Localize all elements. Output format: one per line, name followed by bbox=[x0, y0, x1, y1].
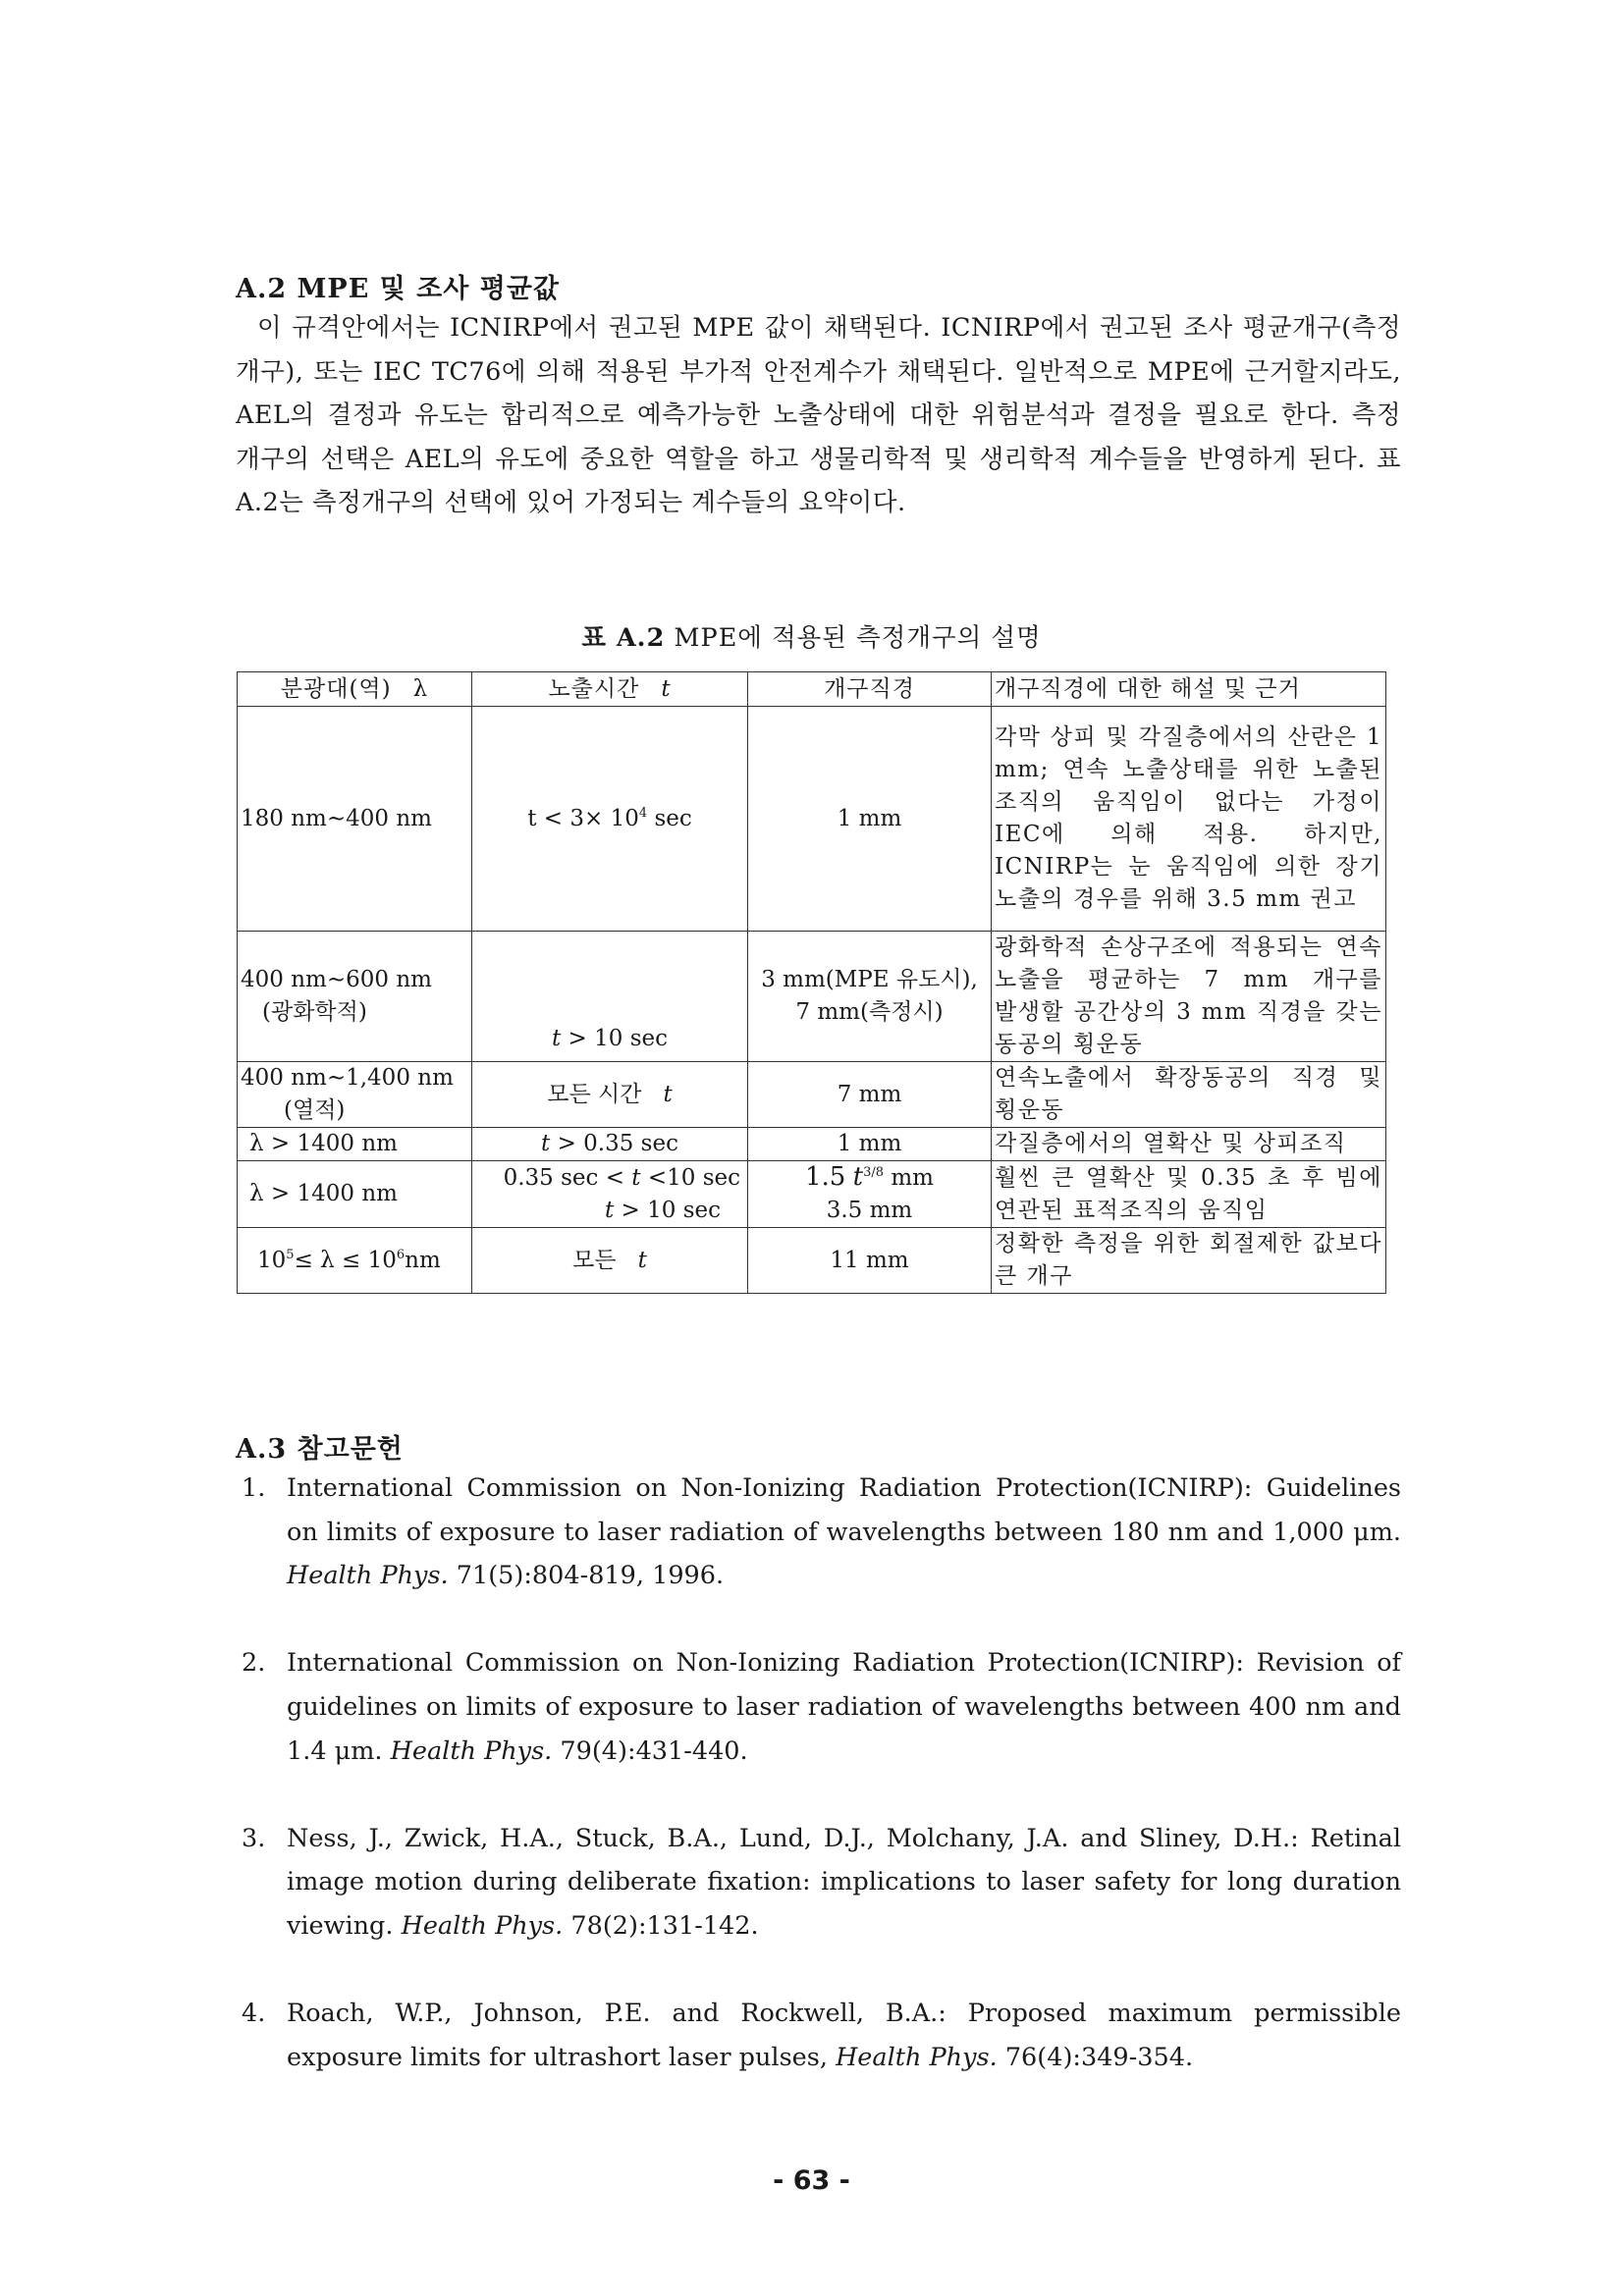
exposure-var: t bbox=[551, 1026, 562, 1051]
section-heading-a2: A.2 MPE 및 조사 평균값 bbox=[236, 274, 560, 304]
cell-wavelength: 180 nm∼400 nm bbox=[238, 707, 472, 932]
cell-exposure bbox=[472, 1062, 748, 1128]
aperture-line: 3.5 mm bbox=[826, 1198, 913, 1223]
aperture-line bbox=[751, 1161, 988, 1195]
wavelength-part: nm bbox=[405, 1247, 441, 1273]
aperture-unit: mm bbox=[891, 1165, 934, 1191]
aperture-var: t bbox=[852, 1162, 864, 1192]
header-wavelength-label: 분광대(역) bbox=[280, 675, 392, 702]
aperture-line: 7 mm(측정시) bbox=[795, 999, 944, 1025]
cell-note: 정확한 측정을 위한 회절제한 값보다 큰 개구 bbox=[992, 1228, 1386, 1294]
cell-note: 각질층에서의 열확산 및 상피조직 bbox=[992, 1128, 1386, 1161]
wavelength-sub: (광화학적) bbox=[262, 999, 367, 1025]
exposure-var: t bbox=[631, 1164, 641, 1191]
cell-aperture: 7 mm bbox=[748, 1062, 992, 1128]
wavelength-line: 400 nm∼1,400 nm bbox=[241, 1065, 454, 1091]
reference-number: 4. bbox=[242, 1999, 266, 2029]
header-exposure-label: 노출시간 bbox=[548, 675, 640, 702]
list-item bbox=[242, 1467, 1401, 1598]
exposure-var: t bbox=[604, 1197, 615, 1223]
header-aperture: 개구직경 bbox=[748, 672, 992, 707]
exposure-prefix: t < 3× 10 bbox=[527, 805, 639, 831]
reference-journal: Health Phys. bbox=[401, 1910, 564, 1941]
cell-wavelength: λ > 1400 nm bbox=[238, 1161, 472, 1228]
cell-wavelength bbox=[238, 1062, 472, 1128]
exposure-text: > 10 sec bbox=[621, 1197, 721, 1223]
reference-number: 2. bbox=[242, 1648, 266, 1679]
table-header-row bbox=[238, 672, 1386, 707]
table-caption-label: 표 A.2 bbox=[581, 623, 666, 653]
cell-exposure bbox=[472, 707, 748, 932]
reference-citation: 79(4):431-440. bbox=[560, 1735, 748, 1766]
reference-journal: Health Phys. bbox=[390, 1735, 553, 1766]
table-row bbox=[238, 932, 1386, 1062]
header-wavelength-symbol: λ bbox=[412, 675, 429, 702]
table-row bbox=[238, 1228, 1386, 1294]
header-exposure-symbol: t bbox=[661, 675, 672, 702]
exposure-exponent: 4 bbox=[638, 805, 648, 821]
reference-text: Roach, W.P., Johnson, P.E. and Rockwell, B.A.: Proposed maximum permissible exposure limits for ultrashort laser pulses, bbox=[287, 1999, 1401, 2072]
wavelength-sub: (열적) bbox=[284, 1097, 346, 1123]
wavelength-exponent: 5 bbox=[286, 1247, 295, 1262]
reference-journal: Health Phys. bbox=[287, 1561, 449, 1591]
exposure-suffix: sec bbox=[654, 805, 692, 831]
section-heading-a3: A.3 참고문헌 bbox=[236, 1434, 404, 1465]
aperture-exponent: 3/8 bbox=[863, 1165, 885, 1180]
page-number: - 63 - bbox=[773, 2165, 850, 2196]
table-caption-text: MPE에 적용된 측정개구의 설명 bbox=[674, 623, 1042, 653]
header-wavelength bbox=[238, 672, 472, 707]
reference-number: 3. bbox=[242, 1823, 266, 1853]
table-row bbox=[238, 1128, 1386, 1161]
exposure-text: 모든 bbox=[572, 1247, 617, 1273]
aperture-table bbox=[237, 671, 1386, 1294]
cell-wavelength bbox=[238, 932, 472, 1062]
reference-text: International Commission on Non-Ionizing Radiation Protection(ICNIRP): Revision of guidelines on limits of exposure to laser radiation of wavelengths between 400 nm and 1.4 μm. bbox=[287, 1648, 1401, 1766]
list-item bbox=[242, 1641, 1401, 1773]
cell-exposure bbox=[472, 1161, 748, 1228]
exposure-line bbox=[475, 1162, 744, 1195]
intro-paragraph: 이 규격안에서는 ICNIRP에서 권고된 MPE 값이 채택된다. ICNIRP에서 권고된 조사 평균개구(측정 개구), 또는 IEC TC76에 의해 적용된 부가적 안전계수가 채택된다. 일반적으로 MPE에 근거할지라도, AEL의 결정과 유도는 합리적으로 예측가능한 노출상태에 대한 위험분석과 결정을 필요로 한다. 측정 개구의 선택은 AEL의 유도에 중요한 역할을 하고 생물리학적 및 생리학적 계수들을 반영하게 된다. 표 A.2는 측정개구의 선택에 있어 가정되는 계수들의 요약이다. bbox=[236, 313, 1401, 518]
aperture-coef: 1.5 bbox=[805, 1162, 846, 1192]
exposure-text: 모든 시간 bbox=[547, 1081, 642, 1107]
exposure-var: t bbox=[637, 1247, 647, 1273]
cell-aperture: 11 mm bbox=[748, 1228, 992, 1294]
list-item bbox=[242, 1817, 1401, 1949]
aperture-line: 3 mm(MPE 유도시), bbox=[761, 967, 978, 992]
wavelength-part: 10 bbox=[257, 1247, 287, 1273]
reference-citation: 78(2):131-142. bbox=[570, 1910, 759, 1941]
reference-citation: 76(4):349-354. bbox=[1004, 2042, 1194, 2072]
cell-aperture: 1 mm bbox=[748, 707, 992, 932]
table-caption bbox=[0, 618, 1623, 654]
exposure-text: <10 sec bbox=[647, 1164, 740, 1191]
reference-number: 1. bbox=[242, 1473, 266, 1503]
wavelength-exponent: 6 bbox=[396, 1247, 406, 1262]
exposure-text: > 0.35 sec bbox=[557, 1131, 678, 1156]
reference-journal: Health Phys. bbox=[836, 2042, 998, 2072]
header-exposure bbox=[472, 672, 748, 707]
reference-list bbox=[242, 1467, 1401, 2123]
cell-note: 각막 상피 및 각질층에서의 산란은 1 mm; 연속 노출상태를 위한 노출된 조직의 움직임이 없다는 가정이 IEC에 의해 적용. 하지만, ICNIRP는 눈 움직임에 의한 장기 노출의 경우를 위해 3.5 mm 권고 bbox=[992, 707, 1386, 932]
table-row bbox=[238, 1161, 1386, 1228]
reference-text: International Commission on Non-Ionizing Radiation Protection(ICNIRP): Guidelines on limits of exposure to laser radiation of wavelengths between 180 nm and 1,000 μm. bbox=[287, 1473, 1401, 1547]
cell-wavelength bbox=[238, 1228, 472, 1294]
cell-wavelength: λ > 1400 nm bbox=[238, 1128, 472, 1161]
table-row bbox=[238, 1062, 1386, 1128]
cell-aperture: 1 mm bbox=[748, 1128, 992, 1161]
cell-exposure bbox=[472, 1228, 748, 1294]
exposure-var: t bbox=[541, 1131, 551, 1156]
cell-note: 훨씬 큰 열확산 및 0.35 초 후 빔에 연관된 표적조직의 움직임 bbox=[992, 1161, 1386, 1228]
exposure-line bbox=[475, 1195, 744, 1227]
cell-exposure bbox=[472, 932, 748, 1062]
list-item bbox=[242, 1992, 1401, 2079]
exposure-text: 0.35 sec < bbox=[503, 1164, 624, 1191]
cell-note: 광화학적 손상구조에 적용되는 연속 노출을 평균하는 7 mm 개구를 발생할 공간상의 3 mm 직경을 갖는 동공의 횡운동 bbox=[992, 932, 1386, 1062]
exposure-text: > 10 sec bbox=[568, 1026, 669, 1051]
exposure-var: t bbox=[663, 1081, 673, 1107]
wavelength-part: ≤ λ ≤ 10 bbox=[294, 1247, 397, 1273]
reference-citation: 71(5):804-819, 1996. bbox=[456, 1561, 725, 1591]
cell-aperture bbox=[748, 1161, 992, 1228]
wavelength-line: 400 nm∼600 nm bbox=[241, 967, 432, 992]
reference-text: Ness, J., Zwick, H.A., Stuck, B.A., Lund, D.J., Molchany, J.A. and Sliney, D.H.: Retinal image motion during deliberate fixation: implications to laser safety for long duration viewing. bbox=[287, 1823, 1401, 1941]
cell-exposure bbox=[472, 1128, 748, 1161]
cell-note: 연속노출에서 확장동공의 직경 및 횡운동 bbox=[992, 1062, 1386, 1128]
table-row bbox=[238, 707, 1386, 932]
header-rationale: 개구직경에 대한 해설 및 근거 bbox=[992, 672, 1386, 707]
cell-aperture bbox=[748, 932, 992, 1062]
